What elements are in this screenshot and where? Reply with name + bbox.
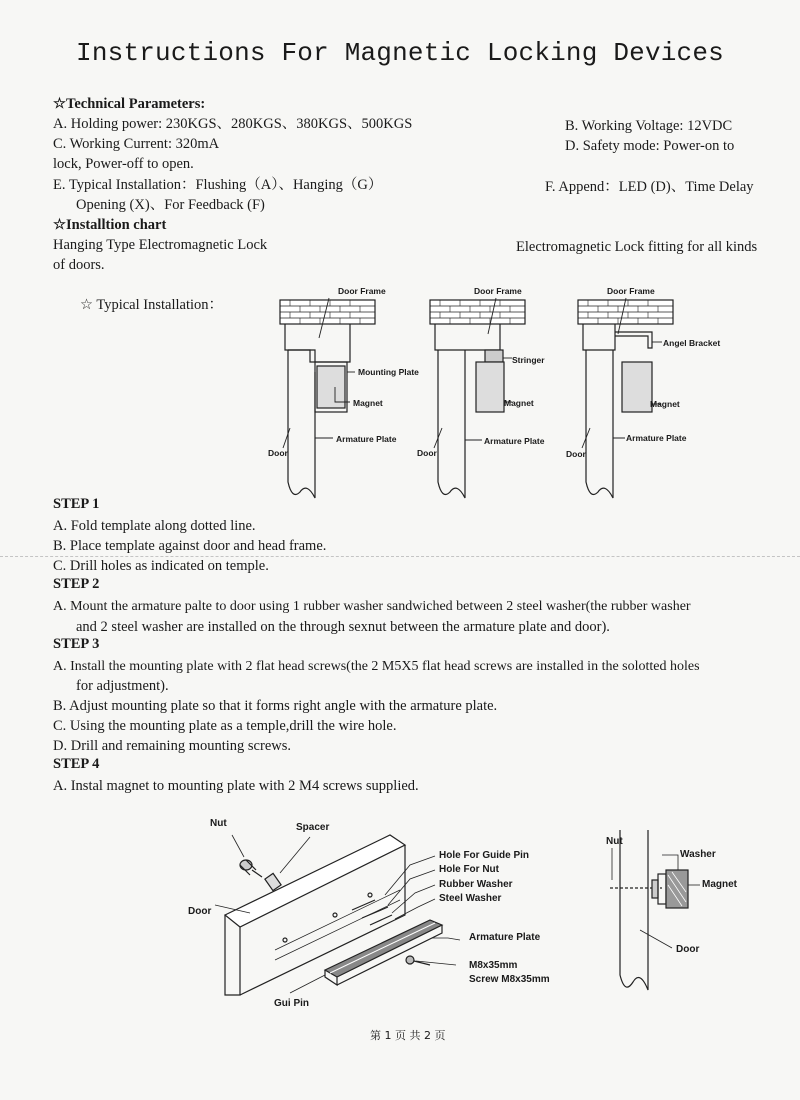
diagram-flushing bbox=[255, 282, 425, 512]
step3-a: A. Install the mounting plate with 2 flat head screws(the 2 M5X5 flat head screws are installed in the solotted holes bbox=[53, 659, 700, 674]
step2-a: A. Mount the armature palte to door using 1 rubber washer sandwiched between 2 steel washer(the rubber washer bbox=[53, 599, 691, 614]
step2-heading: STEP 2 bbox=[53, 576, 100, 592]
d3-door-frame-label: Door Frame bbox=[607, 286, 655, 296]
assembly-rubber-washer-label: Rubber Washer bbox=[439, 879, 513, 890]
param-e-cont: Opening (X)、For Feedback (F) bbox=[76, 197, 265, 213]
assembly-screw-label: Screw M8x35mm bbox=[469, 974, 550, 985]
assembly-gui-pin-label: Gui Pin bbox=[274, 998, 309, 1009]
step3-a-cont: for adjustment). bbox=[76, 678, 169, 694]
assembly-armature-plate-label: Armature Plate bbox=[469, 932, 541, 943]
side-washer-label: Washer bbox=[680, 849, 716, 860]
assembly-hole-guide-label: Hole For Guide Pin bbox=[439, 850, 530, 861]
d1-door-frame-label: Door Frame bbox=[338, 286, 386, 296]
side-view-diagram bbox=[600, 830, 750, 1005]
d2-magnet-label: Magnet bbox=[504, 398, 534, 408]
d1-magnet-label: Magnet bbox=[353, 398, 383, 408]
param-b: B. Working Voltage: 12VDC bbox=[565, 118, 733, 134]
d2-door-frame-label: Door Frame bbox=[474, 286, 522, 296]
side-nut-label: Nut bbox=[606, 836, 623, 847]
d3-angel-bracket-label: Angel Bracket bbox=[663, 338, 721, 348]
d1-mounting-plate-label: Mounting Plate bbox=[358, 367, 419, 377]
assembly-diagram bbox=[180, 815, 580, 1015]
step3-b: B. Adjust mounting plate so that it forms right angle with the armature plate. bbox=[53, 698, 498, 714]
param-f: F. Append：LED (D)、Time Delay bbox=[545, 179, 754, 195]
d2-armature-plate-label: Armature Plate bbox=[484, 436, 545, 446]
d3-magnet-label: Magnet bbox=[650, 399, 680, 409]
param-d-cont: lock, Power-off to open. bbox=[53, 156, 194, 172]
page-title: Instructions For Magnetic Locking Devices bbox=[76, 38, 724, 68]
d1-door-label: Door bbox=[268, 448, 288, 458]
d1-armature-plate-label: Armature Plate bbox=[336, 434, 397, 444]
param-e: E. Typical Installation：Flushing（A）、Hanging（G） bbox=[53, 177, 383, 193]
d3-armature-plate-label: Armature Plate bbox=[626, 433, 687, 443]
step1-c: C. Drill holes as indicated on temple. bbox=[53, 558, 269, 574]
technical-heading: ☆Technical Parameters: bbox=[53, 96, 206, 112]
side-door-label: Door bbox=[676, 944, 700, 955]
chart-left-text: Hanging Type Electromagnetic Lock bbox=[53, 237, 268, 253]
assembly-spacer-label: Spacer bbox=[296, 822, 330, 833]
step3-heading: STEP 3 bbox=[53, 636, 100, 652]
step3-d: D. Drill and remaining mounting screws. bbox=[53, 738, 291, 754]
step2-a-cont: and 2 steel washer are installed on the through sexnut between the armature plate and door). bbox=[76, 619, 610, 635]
assembly-nut-label: Nut bbox=[210, 818, 227, 829]
typical-installation-label: ☆ Typical Installation： bbox=[80, 297, 223, 313]
diagram-hanging bbox=[410, 282, 580, 512]
step4-heading: STEP 4 bbox=[53, 756, 100, 772]
assembly-hole-nut-label: Hole For Nut bbox=[439, 864, 499, 875]
param-a: A. Holding power: 230KGS、280KGS、380KGS、500KGS bbox=[53, 116, 413, 132]
page-footer: 第 1 页 共 2 页 bbox=[370, 1029, 446, 1042]
step1-a: A. Fold template along dotted line. bbox=[53, 518, 256, 534]
side-magnet-label: Magnet bbox=[702, 879, 737, 890]
assembly-steel-washer-label: Steel Washer bbox=[439, 893, 502, 904]
assembly-door-label: Door bbox=[188, 906, 212, 917]
d2-door-label: Door bbox=[417, 448, 437, 458]
step4-a: A. Instal magnet to mounting plate with 2 M4 screws supplied. bbox=[53, 778, 419, 794]
diagram-bracket bbox=[560, 282, 730, 512]
chart-heading: ☆Installtion chart bbox=[53, 217, 167, 233]
chart-right-text: Electromagnetic Lock fitting for all kinds bbox=[516, 239, 758, 255]
param-c: C. Working Current: 320mA bbox=[53, 136, 220, 152]
d3-door-label: Door bbox=[566, 449, 586, 459]
d2-stringer-label: Stringer bbox=[512, 355, 545, 365]
chart-cont-text: of doors. bbox=[53, 257, 105, 273]
param-d: D. Safety mode: Power-on to bbox=[565, 138, 735, 154]
assembly-m8-label: M8x35mm bbox=[469, 960, 518, 971]
step1-b: B. Place template against door and head frame. bbox=[53, 538, 327, 554]
step1-heading: STEP 1 bbox=[53, 496, 100, 512]
step3-c: C. Using the mounting plate as a temple,drill the wire hole. bbox=[53, 718, 397, 734]
